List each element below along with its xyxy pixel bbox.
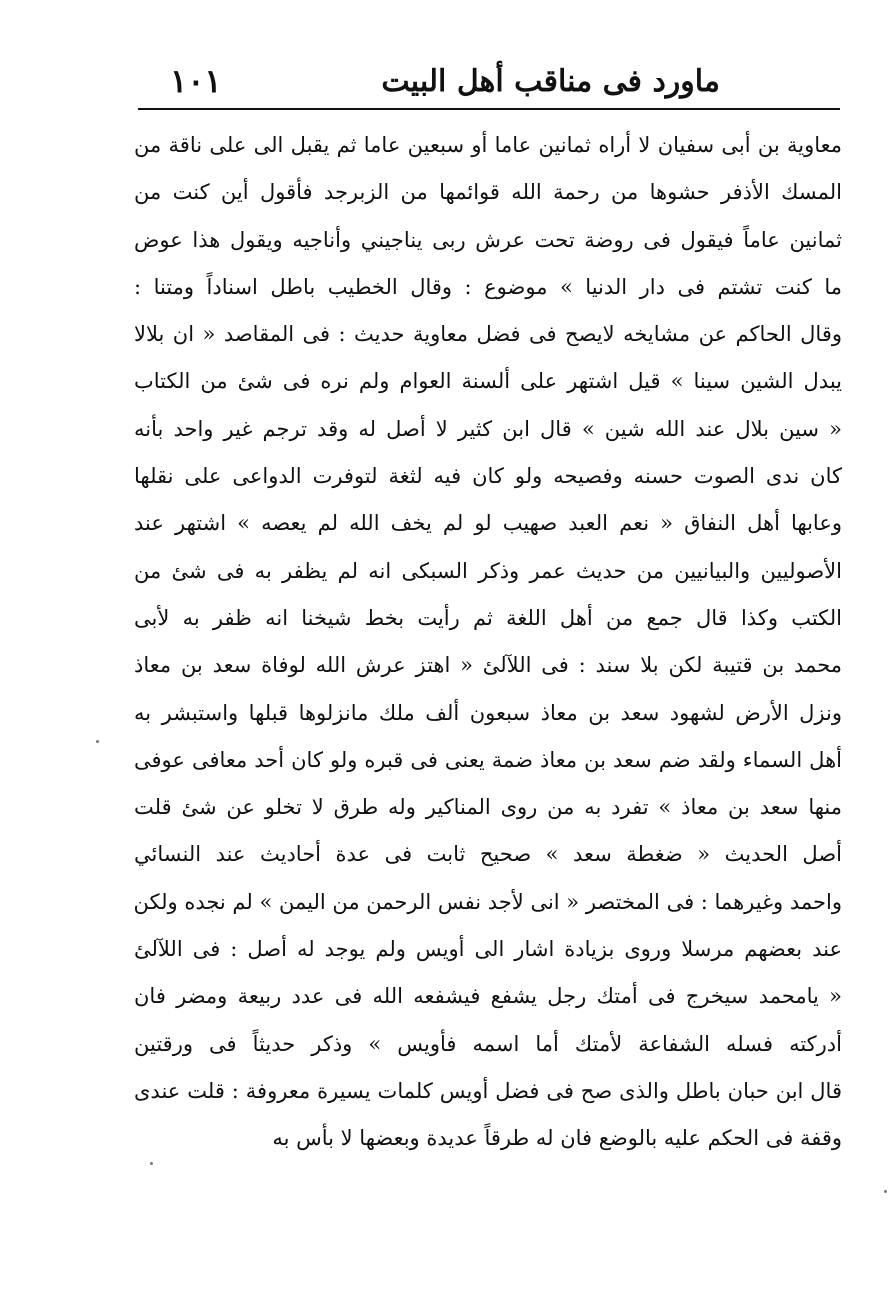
paper-speck	[150, 1162, 153, 1165]
text-line-last: وقفة فى الحكم عليه بالوضع فان له طرقاً عديدة وبعضها لا بأس به	[272, 1126, 842, 1151]
page-number: ١٠١	[170, 62, 222, 100]
text-line: « يامحمد سيخرج فى أمتك رجل يشفع فيشفعه الله فى عدد ربيعة ومضر فان	[134, 984, 842, 1009]
text-line: المسك الأذفر حشوها من رحمة الله قوائمها من الزبرجد فأقول أين كنت من	[134, 180, 842, 205]
text-line: محمد بن قتيبة لكن بلا سند : فى اللآلئ « اهتز عرش الله لوفاة سعد بن معاذ	[134, 653, 842, 678]
text-line: واحمد وغيرهما : فى المختصر « انى لأجد نفس الرحمن من اليمن » لم نجده ولكن	[134, 889, 842, 914]
text-line: منها سعد بن معاذ » تفرد به من روى المناكير وله طرق لا تخلو عن شئ قلت	[134, 795, 842, 820]
header-title: ماورد فى مناقب أهل البيت	[381, 64, 720, 99]
text-line: ثمانين عاماً فيقول فى روضة تحت عرش ربى يناجيني وأناجيه ويقول هذا عوض	[134, 227, 842, 252]
text-line: الكتب وكذا قال جمع من أهل اللغة ثم رأيت بخط شيخنا انه ظفر به لأبى	[134, 605, 842, 630]
running-header	[140, 62, 840, 104]
text-line: وقال الحاكم عن مشايخه لايصح فى فضل معاوية حديث : فى المقاصد « ان بلالا	[134, 322, 842, 347]
text-line: قال ابن حبان باطل والذى صح فى فضل أويس كلمات يسيرة معروفة : قلت عندى	[134, 1078, 842, 1103]
text-line: ونزل الأرض لشهود سعد بن معاذ سبعون ألف ملك مانزلوها قبلها واستبشر به	[134, 700, 842, 725]
text-line: « سين بلال عند الله شين » قال ابن كثير لا أصل له وقد ترجم غير واحد بأنه	[134, 416, 842, 441]
paper-speck	[884, 1190, 887, 1193]
text-line: ما كنت تشتم فى دار الدنيا » موضوع : وقال الخطيب باطل اسناداً ومتنا :	[134, 274, 842, 299]
header-rule	[138, 108, 840, 110]
text-line: أهل السماء ولقد ضم سعد بن معاذ ضمة يعنى فى قبره ولو كان أحد معافى عوفى	[134, 747, 842, 772]
text-line: معاوية بن أبى سفيان لا أراه ثمانين عاما أو سبعين عاما ثم يقبل الى على ناقة من	[134, 133, 842, 157]
text-line: يبدل الشين سينا » قيل اشتهر على ألسنة العوام ولم نره فى شئ من الكتاب	[134, 369, 842, 394]
text-line: أدركته فسله الشفاعة لأمتك أما اسمه فأويس » وذكر حديثاً فى ورقتين	[134, 1031, 842, 1056]
text-line: أصل الحديث « ضغطة سعد » صحيح ثابت فى عدة أحاديث عند النسائي	[134, 842, 842, 867]
body-text	[134, 122, 842, 1163]
paper-speck	[96, 740, 99, 743]
text-line: كان ندى الصوت حسنه وفصيحه ولو كان فيه لثغة لتوفرت الدواعى على نقلها	[134, 464, 842, 489]
text-line: الأصوليين والبيانيين من حديث عمر وذكر السبكى انه لم يظفر به فى شئ من	[134, 558, 842, 583]
text-line: وعابها أهل النفاق « نعم العبد صهيب لو لم يخف الله لم يعصه » اشتهر عند	[134, 511, 842, 536]
text-line: عند بعضهم مرسلا وروى بزيادة اشار الى أويس ولم يوجد له أصل : فى اللآلئ	[134, 937, 842, 962]
